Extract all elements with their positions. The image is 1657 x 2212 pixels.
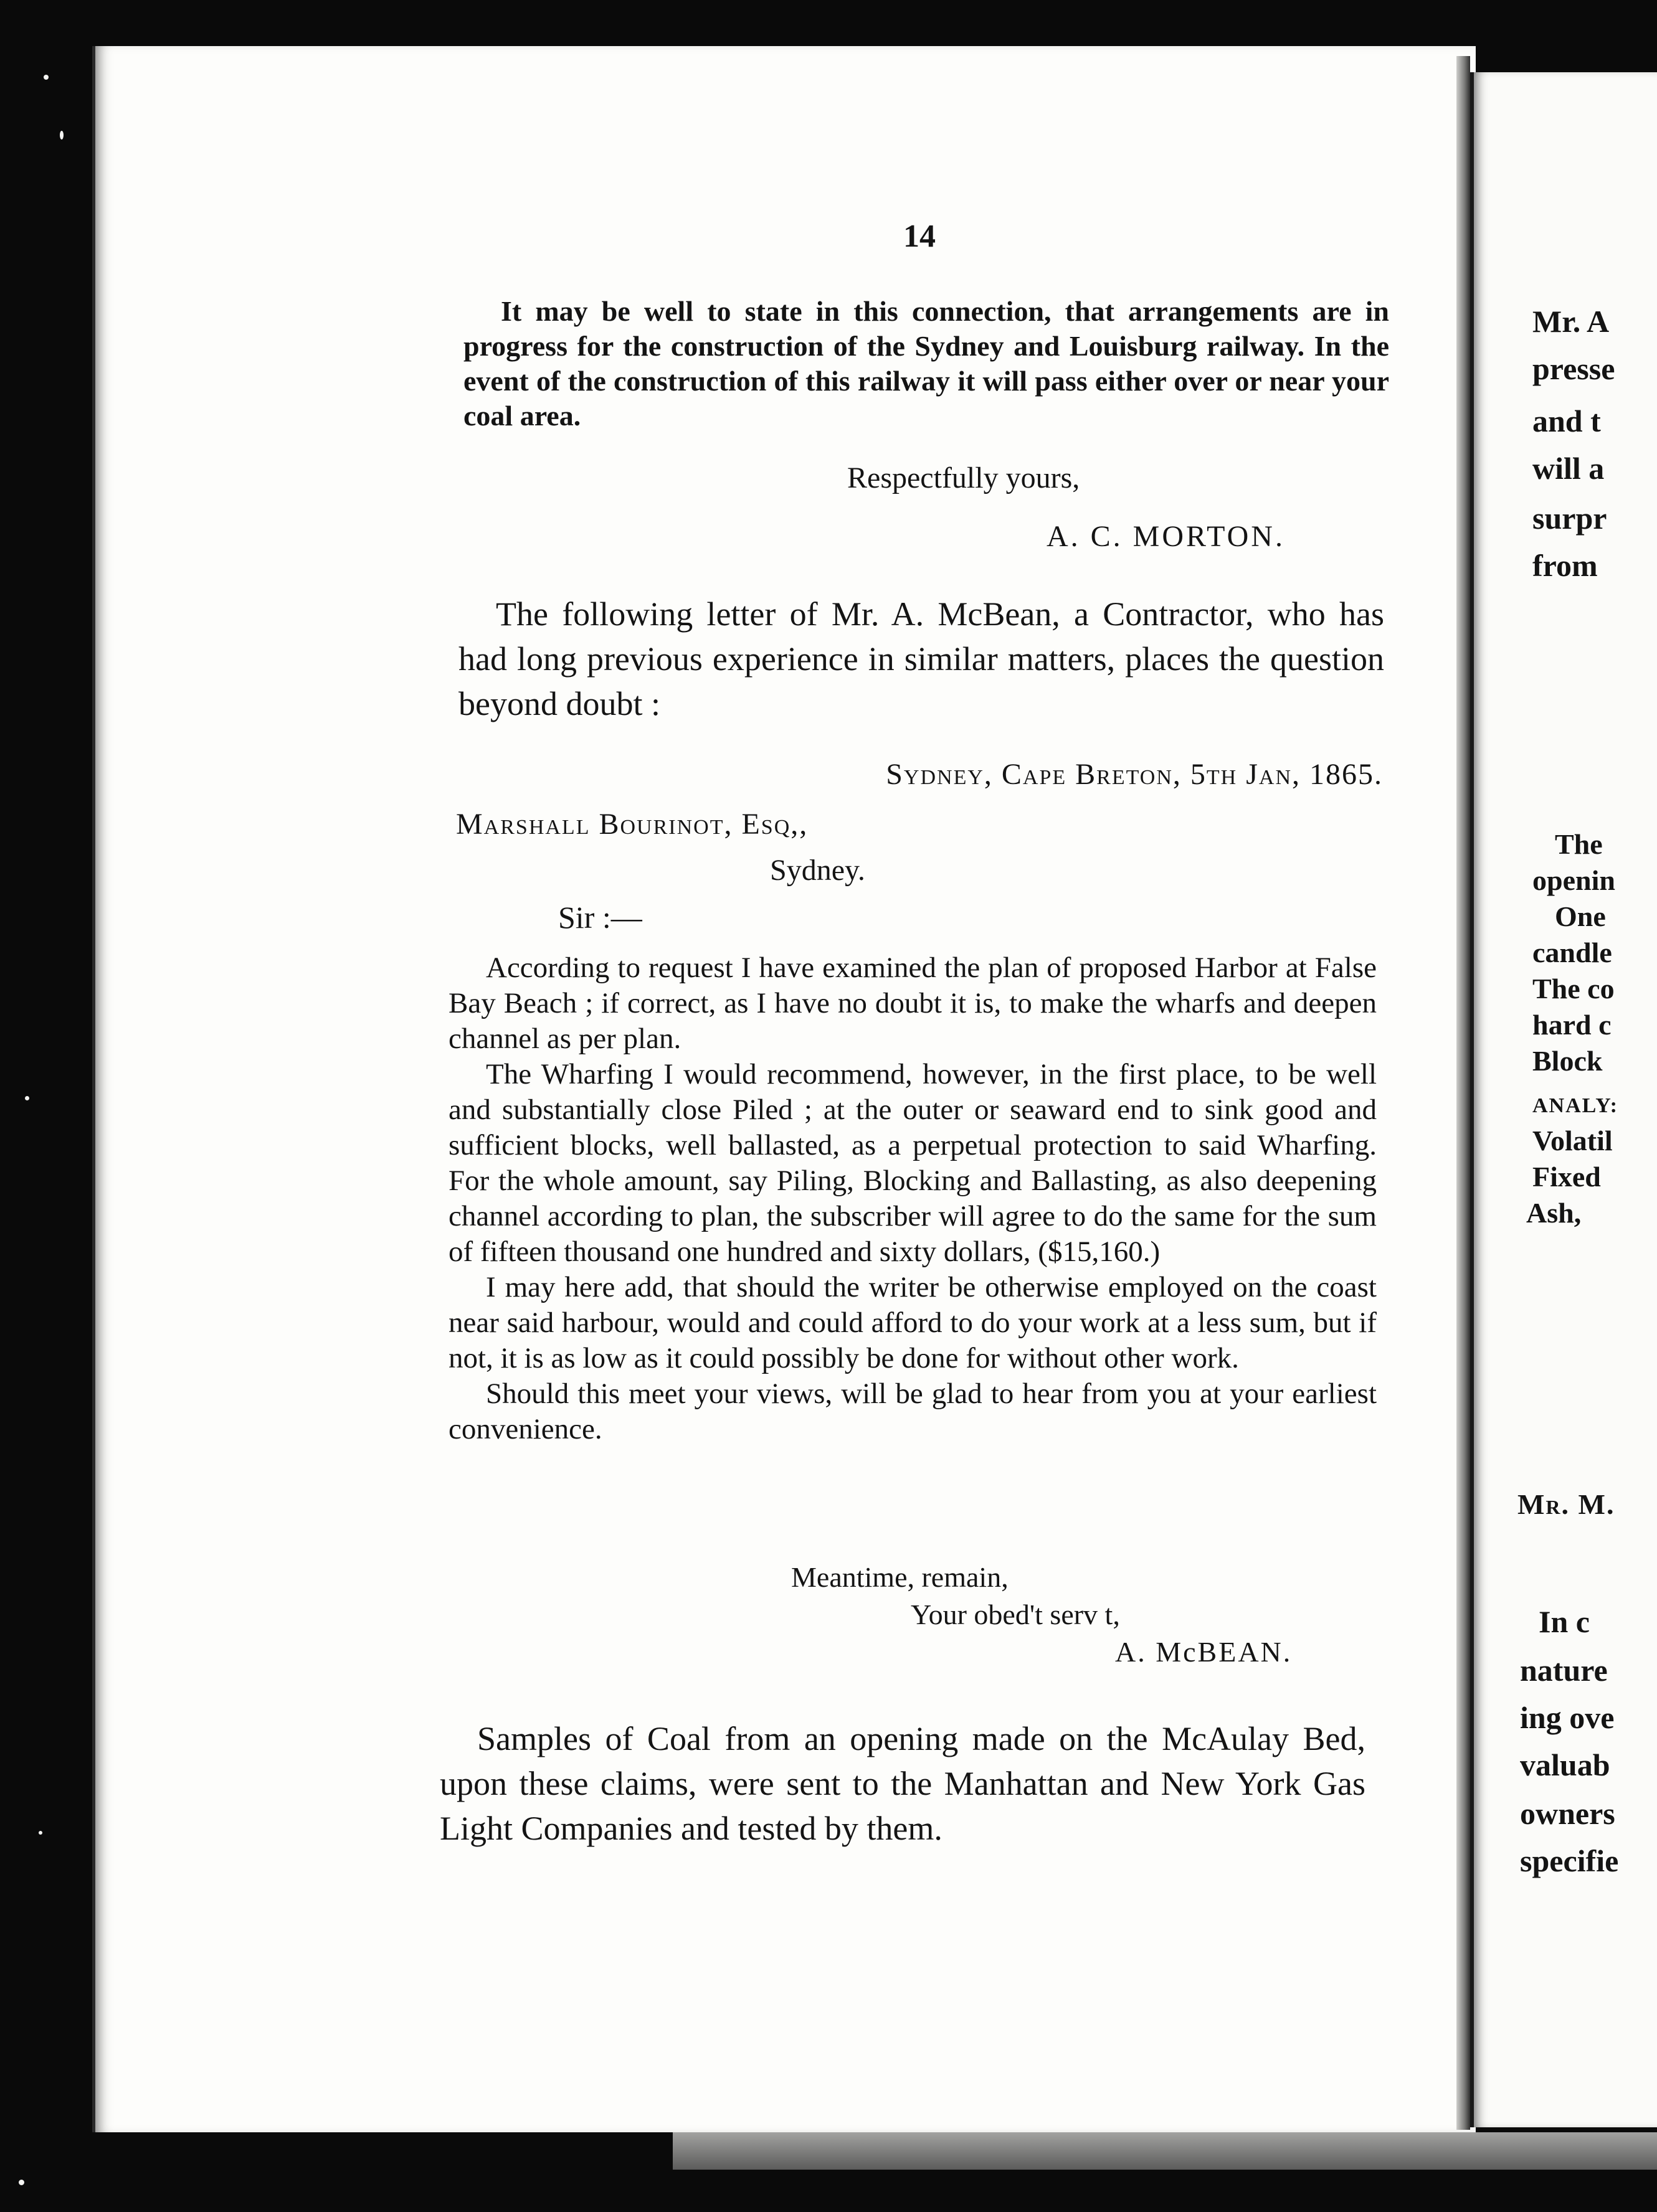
right-fragment-line: valuab — [1520, 1747, 1610, 1782]
right-fragment-line: presse — [1532, 351, 1615, 386]
right-fragment-line: Mr. A — [1532, 304, 1610, 339]
book-gutter — [1456, 56, 1470, 2130]
morton-closing: Respectfully yours, — [847, 461, 1080, 494]
dateline: Sydney, Cape Breton, 5th Jan, 1865. — [886, 758, 1383, 791]
page-bottom-edge — [673, 2132, 1657, 2170]
page-number: 14 — [903, 219, 936, 254]
scan-speck — [44, 75, 49, 80]
address-place-block — [770, 853, 1019, 887]
addressee-block — [456, 807, 1017, 841]
scan-speck — [19, 2180, 24, 2185]
closing-1-block — [791, 1561, 1165, 1594]
right-fragment-line: Block — [1532, 1045, 1603, 1077]
right-fragment-line: from — [1532, 548, 1598, 583]
right-fragment-line: nature — [1520, 1653, 1608, 1688]
morton-letter — [463, 294, 1389, 433]
intro-paragraph: The following letter of Mr. A. McBean, a Contractor, who has had long previous experience in similar matters, places the question beyond doubt : — [458, 595, 1384, 722]
morton-closing-block — [847, 461, 1171, 495]
right-fragment-line: The co — [1532, 973, 1615, 1004]
right-fragment-line: hard c — [1532, 1009, 1612, 1041]
samples-paragraph: Samples of Coal from an opening made on the McAulay Bed, upon these claims, were sent to the Manhattan and New York Gas Light Companies and tested by them. — [440, 1720, 1365, 1847]
mcbean-signature: A. McBEAN. — [1115, 1636, 1293, 1668]
right-heading: Mr. M. — [1517, 1488, 1615, 1520]
scan-speck — [25, 1096, 29, 1100]
morton-signature-block — [1047, 519, 1395, 554]
letter-paragraph: Should this meet your views, will be glad to hear from you at your earliest convenience. — [449, 1378, 1377, 1445]
right-fragment-line: owners — [1520, 1796, 1615, 1831]
morton-signature: A. C. MORTON. — [1047, 520, 1285, 553]
right-fragment-line: One — [1555, 900, 1606, 932]
closing-2-block — [911, 1598, 1284, 1631]
analysis-row: Volatil — [1532, 1125, 1613, 1156]
scan-speck — [60, 131, 64, 139]
addressee: Marshall Bourinot, Esq,, — [456, 808, 809, 841]
analysis-row: Ash, — [1526, 1197, 1582, 1229]
letter-closing-1: Meantime, remain, — [791, 1561, 1009, 1593]
mcbean-signature-block — [1115, 1635, 1414, 1668]
letter-paragraph: According to request I have examined the plan of proposed Harbor at False Bay Beach ; if correct, as I have no doubt it is, to make the wharfs and deepen channel as per plan. — [449, 952, 1377, 1055]
salutation: Sir :— — [558, 900, 642, 935]
analysis-row: Fixed — [1532, 1161, 1601, 1193]
right-fragment-line: candle — [1532, 937, 1612, 968]
intro-block — [458, 592, 1384, 726]
salutation-block — [558, 899, 807, 935]
right-fragment-line: specifie — [1520, 1843, 1619, 1878]
right-fragment-line: and t — [1532, 404, 1601, 438]
right-fragment-line: The — [1555, 828, 1603, 860]
morton-paragraph: It may be well to state in this connection, that arrangements are in progress for the construction of the Sydney and Louisburg railway. In the event of the construction of this railway it will pass either over or near your coal area. — [463, 295, 1389, 432]
letter-paragraph: I may here add, that should the writer be otherwise employed on the coast near said harbour, would and could afford to do your work at a less sum, but if not, it is as low as it could possibly be done for without other work. — [449, 1271, 1377, 1374]
right-fragment-line: openin — [1532, 864, 1615, 896]
dateline-block — [816, 757, 1383, 792]
letter-closing-2: Your obed't serv t, — [911, 1599, 1120, 1630]
scan-speck — [39, 1831, 42, 1835]
right-page — [1470, 72, 1657, 2127]
right-fragment-line: In c — [1539, 1604, 1590, 1639]
letter-body — [449, 950, 1377, 1447]
right-fragment-line: will a — [1532, 451, 1605, 486]
right-fragment-line: ing ove — [1520, 1700, 1615, 1735]
samples-block — [440, 1716, 1365, 1851]
address-place: Sydney. — [770, 854, 865, 887]
analysis-label: ANALY: — [1532, 1094, 1618, 1117]
right-fragment-line: surpr — [1532, 501, 1607, 536]
letter-paragraph: The Wharfing I would recommend, however, in the first place, to be well and substantially close Piled ; at the outer or seaward end to sink good and sufficient blocks, well ballasted, as a perpetual protection to said Wharfing. For the whole amount, say Piling, Blocking and Ballasting, as also deepening channel according to plan, the subscriber will agree to do the same for the sum of fifteen thousand one hundred and sixty dollars, ($15,160.) — [449, 1058, 1377, 1268]
